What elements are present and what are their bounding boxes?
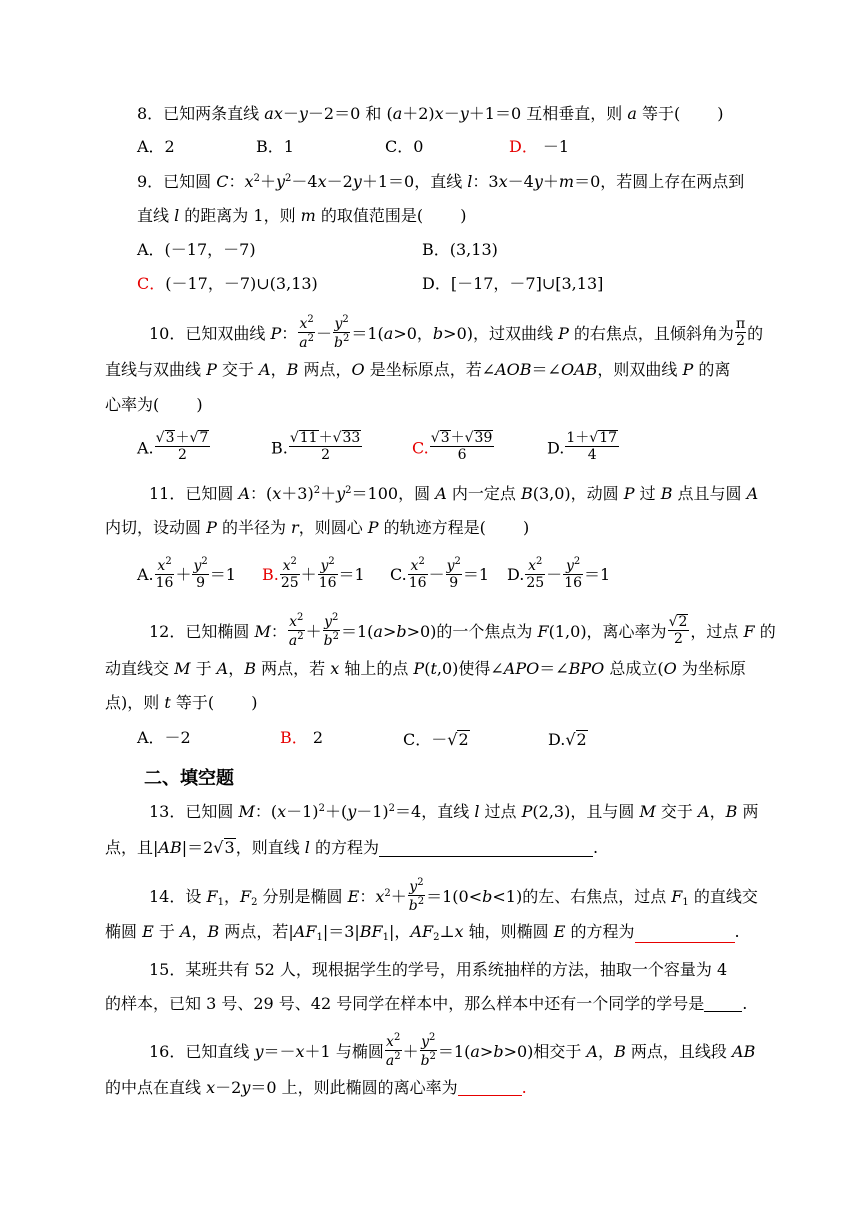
- q15-answer-blank[interactable]: [704, 997, 742, 1012]
- q14-stem-line2: 椭圆 E 于 A，B 两点，若$|AF_1|=3|BF_1|$，$AF_2\perp x$ 轴，则椭圆 E 的方程为 .: [105, 922, 740, 943]
- q12-option-c: C．－√2: [403, 730, 469, 749]
- q16-stem-line2: 的中点在直线 x－2y＝0 上，则此椭圆的离心率为 .: [105, 1078, 527, 1097]
- section-title: 二、填空题: [144, 768, 234, 789]
- q11-option-b: B. $\frac{x^2}{25}$ ＋ $\frac{y^2}{16}$ ＝1: [262, 556, 365, 592]
- q8-option-b: B．1: [256, 137, 294, 156]
- q15-stem-line1: 15．某班共有 52 人，现根据学生的学号，用系统抽样的方法，抽取一个容量为 4: [149, 960, 728, 979]
- q9-option-d: D．[－17，－7]∪[3,13]: [422, 274, 604, 293]
- q11-answer-marker: B.: [262, 565, 279, 585]
- q10-option-c: C. $\frac{√3+√39}{6}$: [412, 430, 493, 464]
- q12-option-d: D.√2: [548, 730, 587, 749]
- q11-stem-line1: 11．已知圆 A：$(x+3)^2+y^2=100$，圆 A 内一定点 B(3,0)，动圆 P 过 B 点且与圆 A: [149, 484, 759, 503]
- q9-option-c: C．(－17，－7)∪(3,13): [137, 274, 318, 293]
- q16-answer-blank[interactable]: [458, 1081, 522, 1096]
- q8-answer-marker: D．: [509, 137, 538, 156]
- q10-option-b: B. $\frac{√11+√33}{2}$: [271, 430, 361, 464]
- q11-stem-line2: 内切，设动圆 P 的半径为 r，则圆心 P 的轨迹方程是( ): [105, 518, 530, 537]
- q9-option-a: A．(－17，－7): [137, 240, 256, 259]
- q12-answer-marker: B．: [280, 728, 308, 747]
- q12-option-b: B． 2: [280, 728, 324, 747]
- q10-stem-line1: 10．已知双曲线 P： $\frac{x^2}{a^2}$ － $\frac{y^2}{b^2}$ ＝1(a>0，b>0)，过双曲线 P 的右焦点，且倾斜角为 $\frac{\pi}{2}$ 的: [149, 314, 764, 352]
- q9-stem-line2: 直线 l 的距离为 1，则 m 的取值范围是( ): [137, 206, 467, 225]
- q8-option-d: D． －1: [509, 137, 570, 156]
- q9-option-b: B．(3,13): [422, 240, 498, 259]
- q10-option-d: D. $\frac{1+√17}{4}$: [547, 430, 618, 464]
- q13-answer-blank[interactable]: [379, 842, 593, 857]
- q9-stem-line1: 9．已知圆 C：$x^2+y^2-4x-2y+1=0$，直线 l：3x－4y＋m＝0，若圆上存在两点到: [137, 172, 745, 191]
- q9-answer-marker: C．: [137, 274, 166, 293]
- q8-option-c: C．0: [385, 137, 424, 156]
- q13-stem-line1: 13．已知圆 M：$(x-1)^2+(y-1)^2=4$，直线 l 过点 P(2,3)，且与圆 M 交于 A，B 两: [149, 802, 759, 821]
- q16-stem-line1: 16．已知直线 y＝－x＋1 与椭圆 $\frac{x^2}{a^2}$ ＋ $\frac{y^2}{b^2}$ ＝1(a>b>0)相交于 A，B 两点，且线段 AB: [149, 1032, 756, 1070]
- q12-stem-line2: 动直线交 M 于 A，B 两点，若 x 轴上的点 P(t,0)使得∠APO＝∠BPO 总成立(O 为坐标原: [105, 659, 746, 678]
- q13-stem-line2: 点，且|AB|＝2√3，则直线 l 的方程为 .: [105, 838, 599, 857]
- q8-option-a: A．2: [137, 137, 175, 156]
- q11-option-d: D. $\frac{x^2}{25}$ － $\frac{y^2}{16}$ ＝1: [507, 556, 611, 592]
- q11-option-c: C. $\frac{x^2}{16}$ － $\frac{y^2}{9}$ ＝1: [390, 556, 490, 592]
- q14-stem-line1: 14．设 $F_1$，$F_2$ 分别是椭圆 E：$x^2+$ $\frac{y^2}{b^2}$ ＝1(0<b<1)的左、右焦点，过点 $F_1$ 的直线交: [149, 877, 758, 915]
- q14-answer-blank[interactable]: [635, 928, 735, 943]
- q10-answer-marker: C.: [412, 438, 429, 458]
- q12-option-a: A．－2: [137, 728, 191, 747]
- q12-stem-line3: 点)，则 t 等于( ): [105, 693, 258, 712]
- q10-stem-line3: 心率为( ): [105, 395, 203, 414]
- q8-stem: 8．已知两条直线 ax－y－2＝0 和 (a＋2)x－y＋1＝0 互相垂直，则 a 等于( ): [137, 104, 724, 123]
- q11-option-a: A. $\frac{x^2}{16}$ ＋ $\frac{y^2}{9}$ ＝1: [137, 556, 236, 592]
- q10-stem-line2: 直线与双曲线 P 交于 A，B 两点，O 是坐标原点，若∠AOB＝∠OAB，则双曲线 P 的离: [105, 360, 731, 379]
- q12-stem-line1: 12．已知椭圆 M： $\frac{x^2}{a^2}$ ＋ $\frac{y^2}{b^2}$ ＝1(a>b>0)的一个焦点为 F(1,0)，离心率为 $\frac{√2}{2}$ ，过点 F 的: [149, 612, 776, 650]
- q10-option-a: A. $\frac{√3+√7}{2}$: [137, 430, 209, 464]
- q15-stem-line2: 的样本，已知 3 号、29 号、42 号同学在样本中，那么样本中还有一个同学的学号是 .: [105, 994, 748, 1013]
